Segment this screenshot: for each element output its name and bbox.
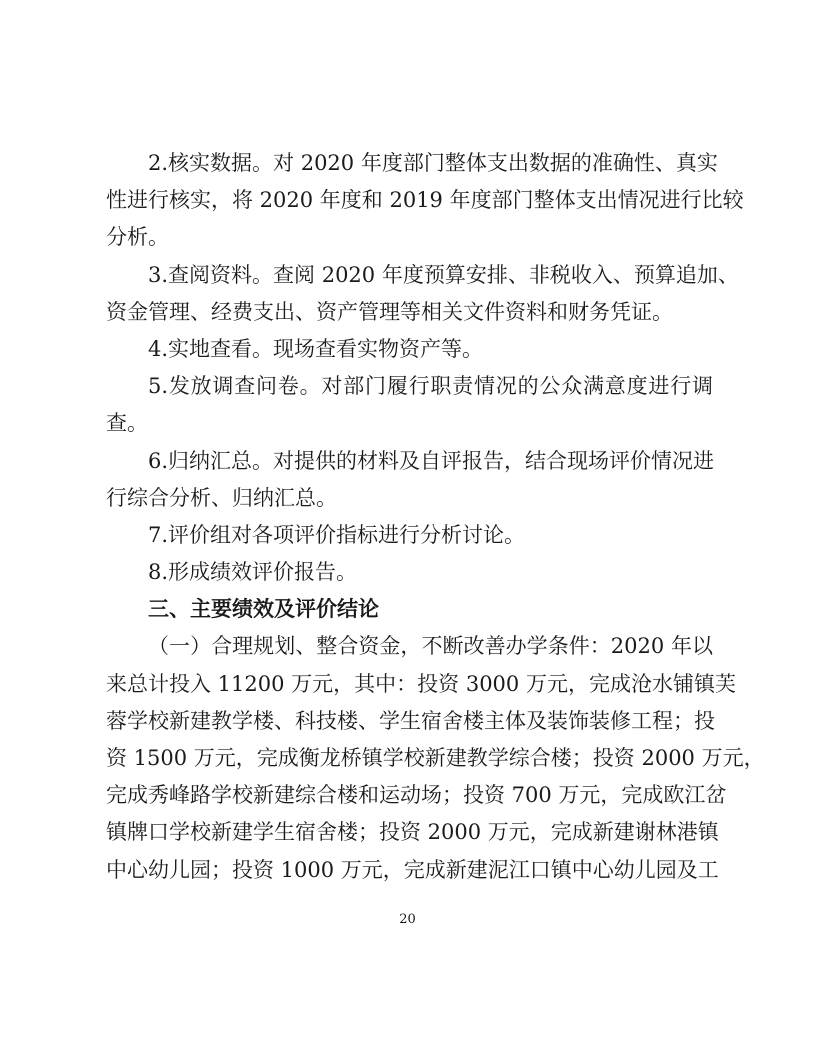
section-heading: [106, 591, 713, 628]
text-line: 行综合分析、归纳汇总。: [106, 485, 337, 510]
text-line: 分析。: [106, 225, 169, 250]
text-line: 资金管理、经费支出、资产管理等相关文件资料和财务凭证。: [106, 299, 673, 324]
text-line: 资 1500 万元，完成衡龙桥镇学校新建教学综合楼；投资 2000 万元，: [106, 746, 765, 770]
page-number: 20: [399, 912, 416, 927]
text-line: 2.核实数据。对 2020 年度部门整体支出数据的准确性、真实: [148, 151, 718, 175]
text-line: 性进行核实，将 2020 年度和 2019 年度部门整体支出情况进行比较: [106, 188, 744, 213]
text-line: 3.查阅资料。查阅 2020 年度预算安排、非税收入、预算追加、: [148, 262, 739, 287]
paragraph: [106, 145, 744, 257]
text-line: 三、主要绩效及评价结论: [148, 597, 379, 622]
text-line: 镇牌口学校新建学生宿舍楼；投资 2000 万元，完成新建谢林港镇: [106, 820, 719, 845]
paragraph: [106, 331, 713, 368]
paragraph: [106, 257, 739, 331]
paragraph: [106, 554, 713, 591]
paragraph: [106, 443, 713, 517]
text-line: 8.形成绩效评价报告。: [148, 560, 358, 585]
text-line: 中心幼儿园；投资 1000 万元，完成新建泥江口镇中心幼儿园及工: [106, 857, 719, 882]
text-line: 5.发放调查问卷。对部门履行职责情况的公众满意度进行调: [148, 374, 713, 399]
document-body: [106, 145, 765, 889]
text-line: 7.评价组对各项评价指标进行分析讨论。: [148, 522, 526, 547]
paragraph: [106, 517, 713, 554]
text-line: 来总计投入 11200 万元，其中：投资 3000 万元，完成沧水铺镇芙: [106, 671, 736, 696]
text-line: 完成秀峰路学校新建综合楼和运动场；投资 700 万元，完成欧江岔: [106, 783, 727, 808]
paragraph: [106, 628, 765, 888]
text-line: 查。: [106, 411, 148, 436]
text-line: 4.实地查看。现场查看实物资产等。: [148, 336, 484, 361]
text-line: （一）合理规划、整合资金，不断改善办学条件：2020 年以: [148, 634, 713, 659]
text-line: 蓉学校新建教学楼、科技楼、学生宿舍楼主体及装饰装修工程；投: [106, 708, 715, 733]
paragraph: [106, 368, 713, 442]
text-line: 6.归纳汇总。对提供的材料及自评报告，结合现场评价情况进: [148, 448, 715, 473]
